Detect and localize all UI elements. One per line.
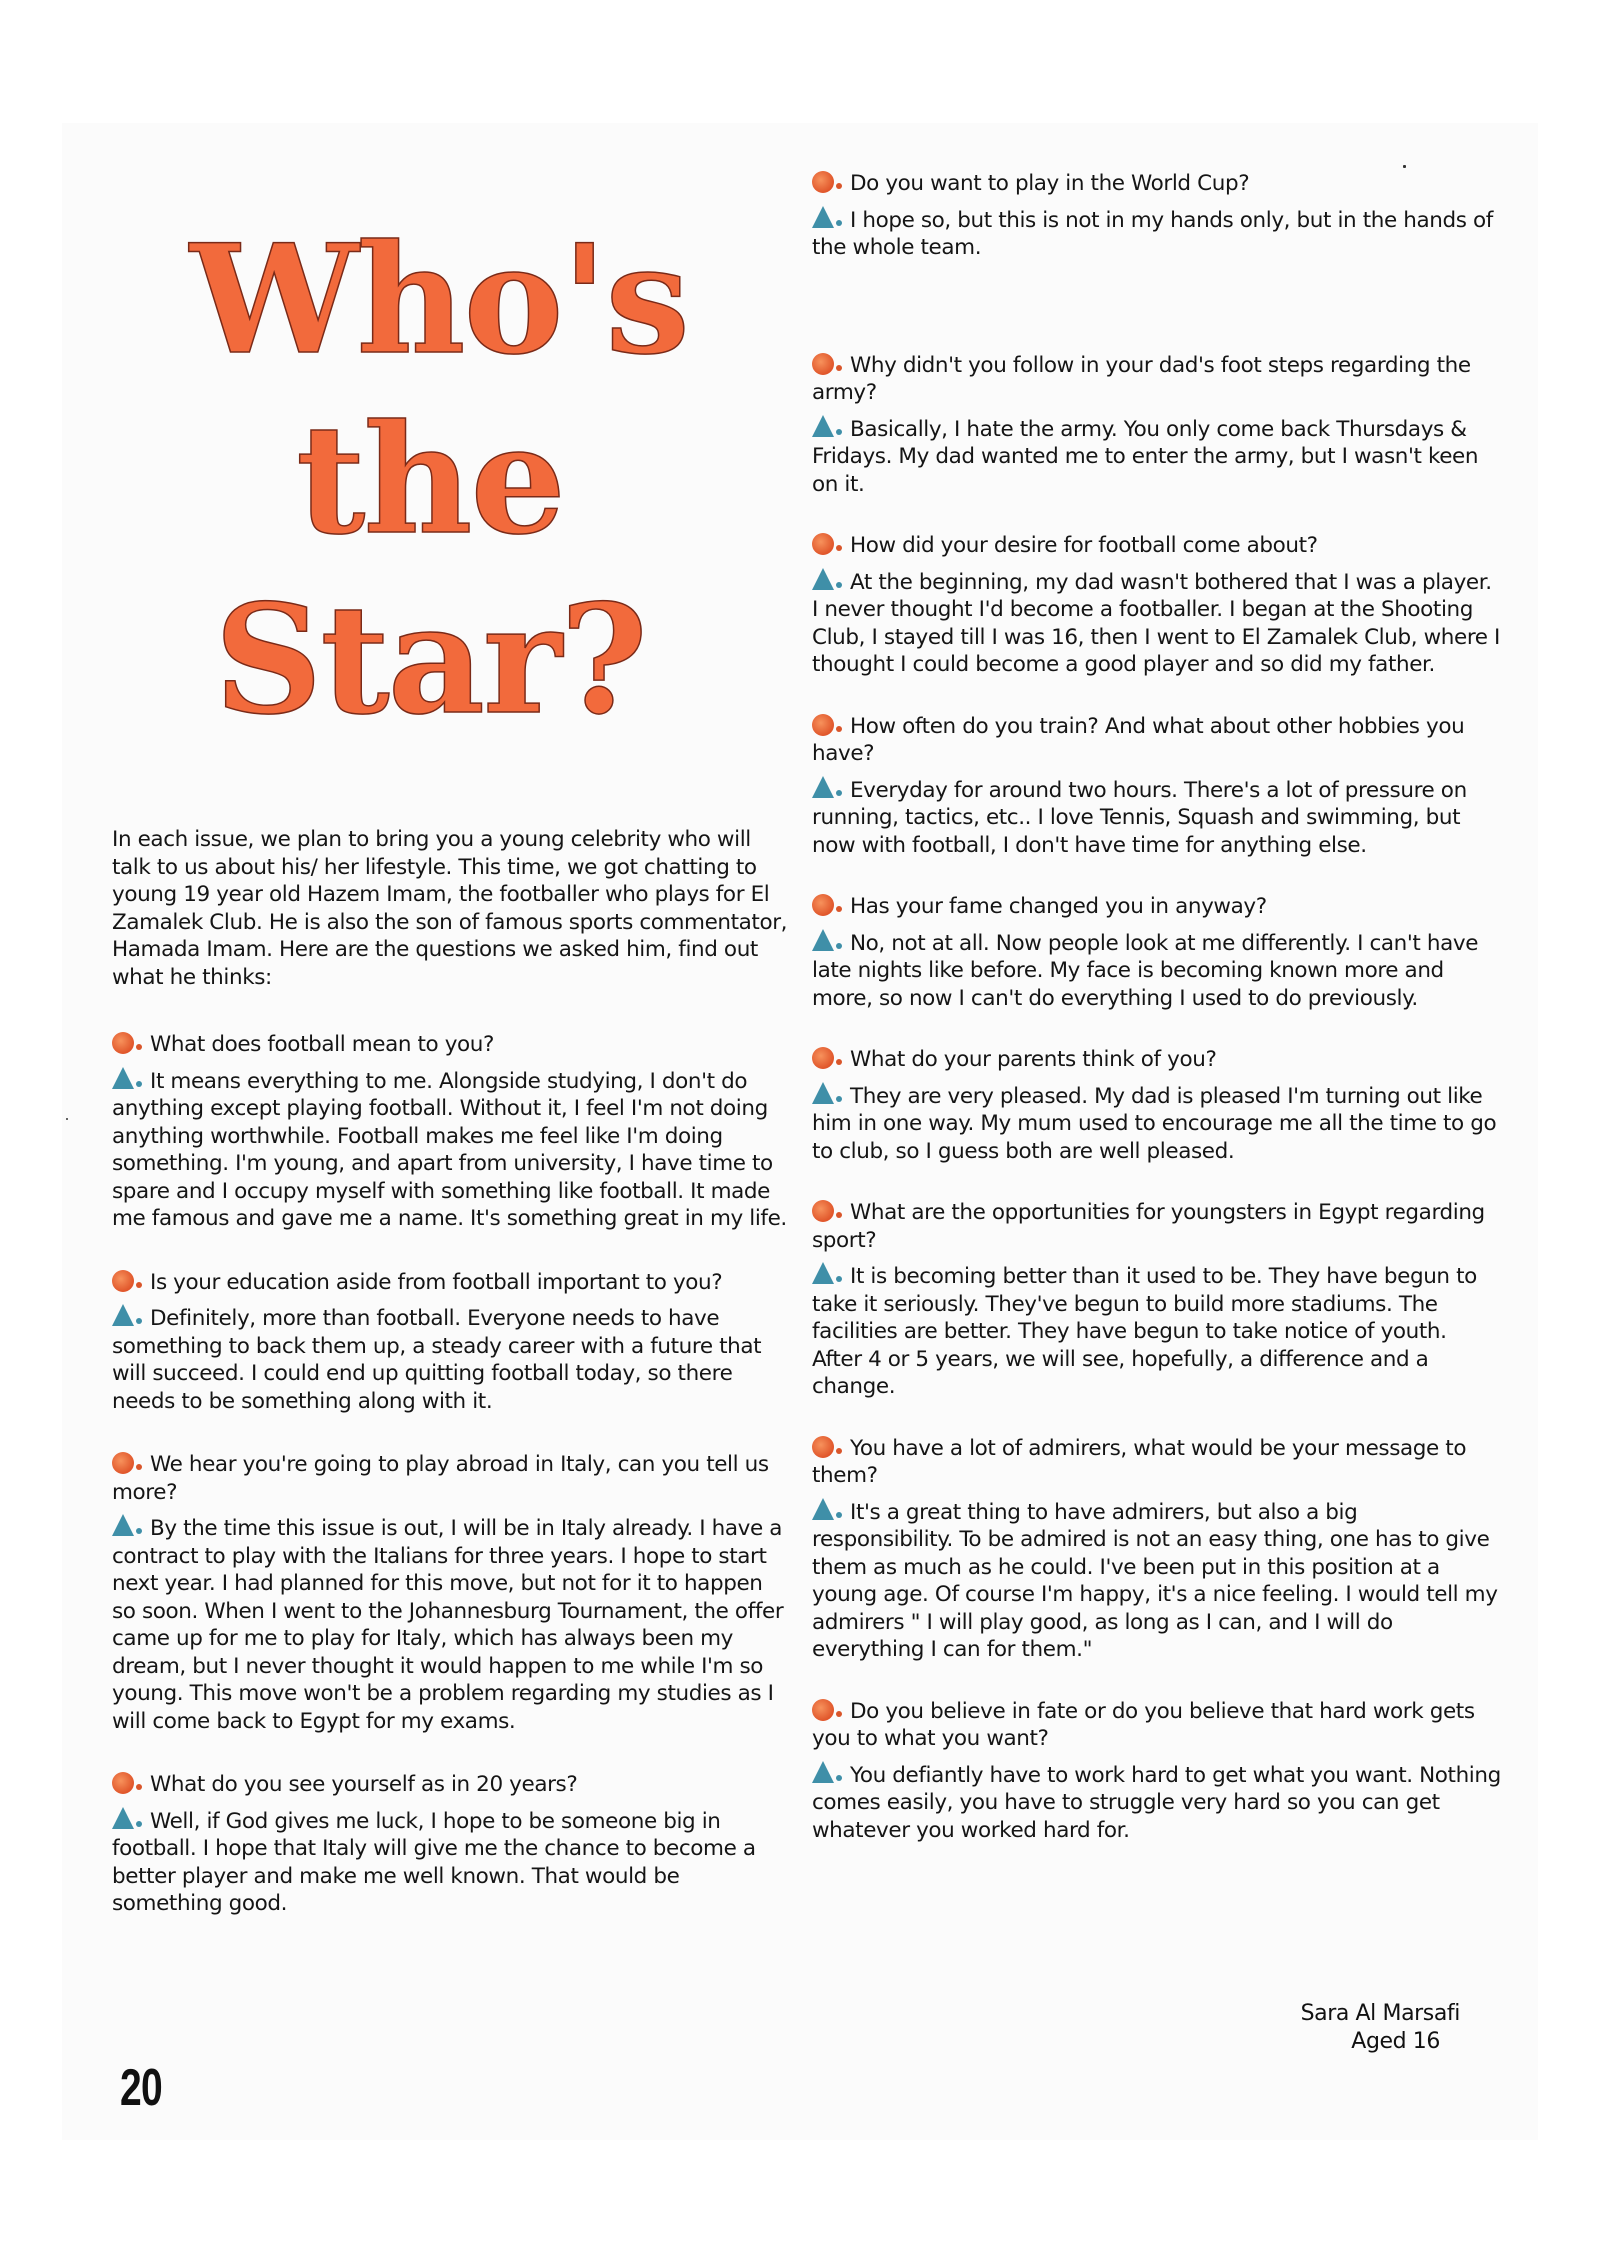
- question-text: What do your parents think of you?: [850, 1047, 1217, 1072]
- answer: [112, 1304, 788, 1415]
- qa-item: [112, 1031, 788, 1233]
- scan-speck: [66, 1118, 68, 1120]
- question: [812, 352, 1502, 407]
- question: [812, 532, 1502, 560]
- bullet-dot-icon: [136, 1044, 142, 1050]
- a-triangle-icon: [812, 415, 834, 437]
- answer-text: Basically, I hate the army. You only come back Thursdays & Fridays. My dad wanted me to enter the army, but I wasn't keen on it.: [812, 416, 1479, 497]
- qa-item: [812, 1046, 1502, 1165]
- q-circle-icon: [812, 533, 834, 555]
- qa-item: [812, 170, 1502, 262]
- bullet-dot-icon: [836, 1448, 842, 1454]
- question: [812, 713, 1502, 768]
- question-text: How did your desire for football come about?: [850, 533, 1318, 558]
- bullet-dot-icon: [836, 943, 842, 949]
- a-triangle-icon: [812, 1498, 834, 1520]
- a-triangle-icon: [812, 568, 834, 590]
- question-text: What do you see yourself as in 20 years?: [150, 1772, 578, 1797]
- answer-text: You defiantly have to work hard to get what you want. Nothing comes easily, you have to struggle very hard so you can get whatever you worked hard for.: [812, 1762, 1501, 1843]
- title-line: Who's: [190, 212, 688, 388]
- answer: [112, 1514, 788, 1735]
- question-text: Do you want to play in the World Cup?: [850, 171, 1250, 196]
- answer-text: Well, if God gives me luck, I hope to be someone big in football. I hope that Italy will give me the chance to become a better player and make me well known. That would be something good.: [112, 1808, 756, 1916]
- right-column: [812, 170, 1502, 1844]
- bullet-dot-icon: [836, 365, 842, 371]
- title-line: Star?: [214, 572, 646, 748]
- answer-text: No, not at all. Now people look at me differently. I can't have late nights like before. My face is becoming known more and more, so now I can't do everything I used to do previously.: [812, 930, 1479, 1011]
- qa-item: [112, 1771, 788, 1918]
- bullet-dot-icon: [136, 1464, 142, 1470]
- q-circle-icon: [812, 1047, 834, 1069]
- question-text: Has your fame changed you in anyway?: [850, 894, 1267, 919]
- question: [812, 1698, 1502, 1753]
- a-triangle-icon: [812, 1262, 834, 1284]
- q-circle-icon: [812, 1436, 834, 1458]
- q-circle-icon: [812, 1200, 834, 1222]
- question: [812, 1199, 1502, 1254]
- bullet-dot-icon: [836, 906, 842, 912]
- bullet-dot-icon: [836, 726, 842, 732]
- answer-text: By the time this issue is out, I will be in Italy already. I have a contract to play with the Italians for three years. I hope to start next year. I had planned for this move, but not for it to happen so soon. When I went to the Johannesburg Tournament, the offer came up for me to play for Italy, which has always been my dream, but I never thought it would happen to me while I'm so young. This move won't be a problem regarding my studies as I will come back to Egypt for my exams.: [112, 1516, 784, 1734]
- answer: [112, 1067, 788, 1233]
- question-text: Do you believe in fate or do you believe that hard work gets you to what you want?: [812, 1698, 1475, 1751]
- q-circle-icon: [112, 1452, 134, 1474]
- question: [112, 1031, 788, 1059]
- bullet-dot-icon: [836, 183, 842, 189]
- q-circle-icon: [112, 1270, 134, 1292]
- intro-paragraph: In each issue, we plan to bring you a young celebrity who will talk to us about his/ her lifestyle. This time, we got chatting to young 19 year old Hazem Imam, the footballer who plays for El Zamalek Club. He is also the son of famous sports commentator, Hamada Imam. Here are the questions we asked him, find out what he thinks:: [112, 827, 788, 990]
- question-text: You have a lot of admirers, what would be your message to them?: [812, 1435, 1467, 1488]
- answer: [112, 1807, 788, 1918]
- a-triangle-icon: [812, 206, 834, 228]
- q-circle-icon: [812, 894, 834, 916]
- question-text: What are the opportunities for youngsters in Egypt regarding sport?: [812, 1200, 1485, 1253]
- answer: [812, 1498, 1502, 1664]
- scan-speck: [1403, 165, 1406, 168]
- bullet-dot-icon: [836, 545, 842, 551]
- question-text: What does football mean to you?: [150, 1032, 495, 1057]
- q-circle-icon: [812, 714, 834, 736]
- q-circle-icon: [812, 1699, 834, 1721]
- bullet-dot-icon: [136, 1282, 142, 1288]
- bullet-dot-icon: [836, 1775, 842, 1781]
- byline: [1180, 2000, 1460, 2056]
- question-text: Is your education aside from football important to you?: [150, 1269, 723, 1295]
- a-triangle-icon: [812, 929, 834, 951]
- question: [812, 893, 1502, 921]
- qa-item: [812, 1698, 1502, 1845]
- answer-text: At the beginning, my dad wasn't bothered that I was a player. I never thought I'd become a footballer. I began at the Shooting Club, I stayed till I was 16, then I went to El Zamalek Club, where I thought I could become a good player and so did my father.: [812, 569, 1500, 677]
- bullet-dot-icon: [836, 790, 842, 796]
- qa-item: [812, 352, 1502, 499]
- article-title: [190, 210, 688, 750]
- answer: [812, 415, 1502, 499]
- a-triangle-icon: [112, 1067, 134, 1089]
- bullet-dot-icon: [836, 1059, 842, 1065]
- bullet-dot-icon: [136, 1821, 142, 1827]
- answer: [812, 568, 1502, 679]
- question: [112, 1269, 788, 1297]
- bullet-dot-icon: [836, 429, 842, 435]
- qa-item: [112, 1451, 788, 1735]
- a-triangle-icon: [112, 1304, 134, 1326]
- question: [112, 1771, 788, 1799]
- qa-item: [812, 1199, 1502, 1401]
- answer: [812, 206, 1502, 262]
- bullet-dot-icon: [836, 220, 842, 226]
- answer-text: It is becoming better than it used to be. They have begun to take it seriously. They've begun to build more stadiums. The facilities are better. They have begun to take notice of youth. After 4 or 5 years, we will see, hopefully, a difference and a change.: [812, 1264, 1477, 1399]
- author-name: Sara Al Marsafi: [1300, 2001, 1460, 2026]
- answer-text: Everyday for around two hours. There's a lot of pressure on running, tactics, etc.. I love Tennis, Squash and swimming, but now with football, I don't have time for anything else.: [812, 777, 1467, 858]
- question: [112, 1451, 788, 1506]
- a-triangle-icon: [812, 776, 834, 798]
- bullet-dot-icon: [136, 1528, 142, 1534]
- answer: [812, 929, 1502, 1013]
- qa-item: [812, 532, 1502, 679]
- bullet-dot-icon: [836, 582, 842, 588]
- bullet-dot-icon: [836, 1212, 842, 1218]
- answer: [812, 1262, 1502, 1401]
- q-circle-icon: [812, 171, 834, 193]
- bullet-dot-icon: [136, 1784, 142, 1790]
- answer: [812, 1761, 1502, 1845]
- bullet-dot-icon: [836, 1276, 842, 1282]
- qa-item: [112, 1269, 788, 1416]
- bullet-dot-icon: [136, 1081, 142, 1087]
- question-text: We hear you're going to play abroad in Italy, can you tell us more?: [112, 1452, 769, 1505]
- bullet-dot-icon: [836, 1096, 842, 1102]
- answer-text: It means everything to me. Alongside studying, I don't do anything except playing football. Without it, I feel I'm not doing anything worthwhile. Football makes me feel like I'm doing something. I'm young, and apart from university, I have time to spare and I occupy myself with something like football. It made me famous and gave me a name. It's something great in my life.: [112, 1068, 787, 1231]
- left-column: [112, 826, 788, 1918]
- page-number: 20: [120, 2059, 162, 2117]
- question: [812, 170, 1502, 198]
- qa-item: [812, 893, 1502, 1012]
- bullet-dot-icon: [836, 1512, 842, 1518]
- answer: [812, 1082, 1502, 1166]
- answer: [812, 776, 1502, 860]
- answer-text: Definitely, more than football. Everyone needs to have something to back them up, a steady career with a future that will succeed. I could end up quitting football today, so there needs to be something along with it.: [112, 1306, 762, 1414]
- question-text: Why didn't you follow in your dad's foot steps regarding the army?: [812, 352, 1471, 405]
- a-triangle-icon: [112, 1514, 134, 1536]
- author-age: Aged 16: [1351, 2029, 1440, 2054]
- qa-item: [812, 713, 1502, 860]
- bullet-dot-icon: [836, 1711, 842, 1717]
- question: [812, 1046, 1502, 1074]
- a-triangle-icon: [112, 1807, 134, 1829]
- answer-text: I hope so, but this is not in my hands only, but in the hands of the whole team.: [812, 207, 1493, 260]
- question-text: How often do you train? And what about other hobbies you have?: [812, 713, 1465, 766]
- q-circle-icon: [112, 1032, 134, 1054]
- question: [812, 1435, 1502, 1490]
- bullet-dot-icon: [136, 1318, 142, 1324]
- q-circle-icon: [112, 1772, 134, 1794]
- q-circle-icon: [812, 353, 834, 375]
- title-line: the: [296, 392, 564, 568]
- qa-item: [812, 1435, 1502, 1664]
- a-triangle-icon: [812, 1761, 834, 1783]
- answer-text: It's a great thing to have admirers, but also a big responsibility. To be admired is not an easy thing, one has to give them as much as he could. I've been put in this position at a young age. Of course I'm happy, it's a nice feeling. I would tell my admirers " I will play good, as long as I can, and I will do everything I can for them.": [812, 1499, 1498, 1662]
- answer-text: They are very pleased. My dad is pleased I'm turning out like him in one way. My mum used to encourage me all the time to go to club, so I guess both are well pleased.: [812, 1083, 1497, 1164]
- a-triangle-icon: [812, 1082, 834, 1104]
